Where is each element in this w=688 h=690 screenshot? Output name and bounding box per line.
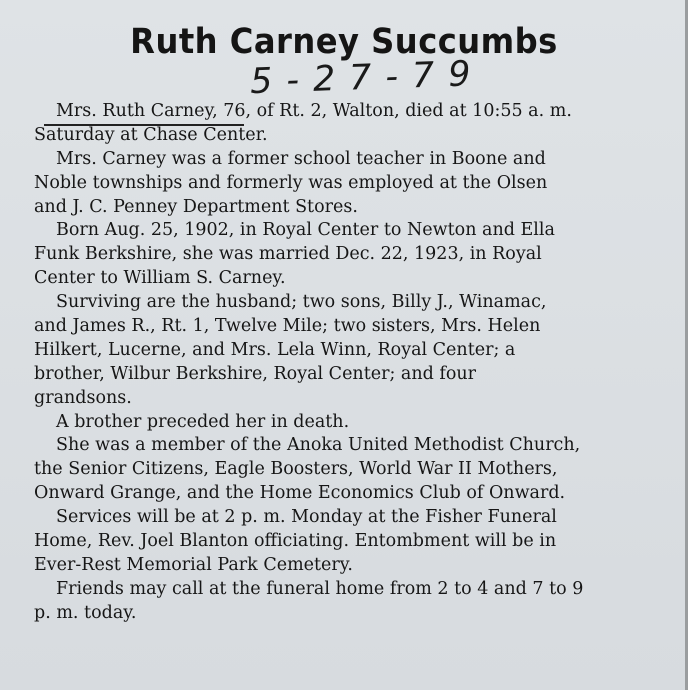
obituary-body [34, 100, 664, 626]
obituary-line: grandsons. [34, 387, 132, 408]
obituary-line: Home, Rev. Joel Blanton officiating. Entombment will be in [34, 531, 557, 552]
obituary-line: Noble townships and formerly was employed at the Olsen [34, 172, 548, 193]
obituary-line: Mrs. Carney was a former school teacher in Boone and [56, 148, 546, 169]
obituary-line: Center to William S. Carney. [34, 268, 286, 289]
obituary-line: Services will be at 2 p. m. Monday at the Fisher Funeral [56, 507, 557, 528]
obituary-line: Surviving are the husband; two sons, Billy J., Winamac, [56, 292, 547, 313]
obituary-line: and James R., Rt. 1, Twelve Mile; two sisters, Mrs. Helen [34, 316, 541, 337]
obituary-line: Funk Berkshire, she was married Dec. 22, 1923, in Royal [34, 244, 542, 265]
obituary-line: the Senior Citizens, Eagle Boosters, World War II Mothers, [34, 459, 558, 480]
obituary-line: A brother preceded her in death. [56, 411, 350, 432]
obituary-line: and J. C. Penney Department Stores. [34, 196, 358, 217]
obituary-line: Saturday at Chase Center. [34, 124, 268, 145]
obituary-line: She was a member of the Anoka United Methodist Church, [56, 435, 581, 456]
obituary-line: Mrs. Ruth Carney, 76, of Rt. 2, Walton, died at 10:55 a. m. [56, 101, 572, 121]
obituary-line: Ever-Rest Memorial Park Cemetery. [34, 554, 353, 575]
obituary-line: Friends may call at the funeral home from 2 to 4 and 7 to 9 [56, 578, 584, 599]
obituary-line: Born Aug. 25, 1902, in Royal Center to Newton and Ella [56, 220, 555, 241]
obituary-line: Onward Grange, and the Home Economics Club of Onward. [34, 483, 566, 504]
handwritten-date: 5-27-79 [249, 53, 486, 103]
headline: Ruth Carney Succumbs [130, 22, 558, 62]
obituary-line: Hilkert, Lucerne, and Mrs. Lela Winn, Royal Center; a [34, 339, 516, 360]
obituary-line: p. m. today. [34, 602, 137, 623]
obituary-line: brother, Wilbur Berkshire, Royal Center; and four [34, 363, 477, 384]
